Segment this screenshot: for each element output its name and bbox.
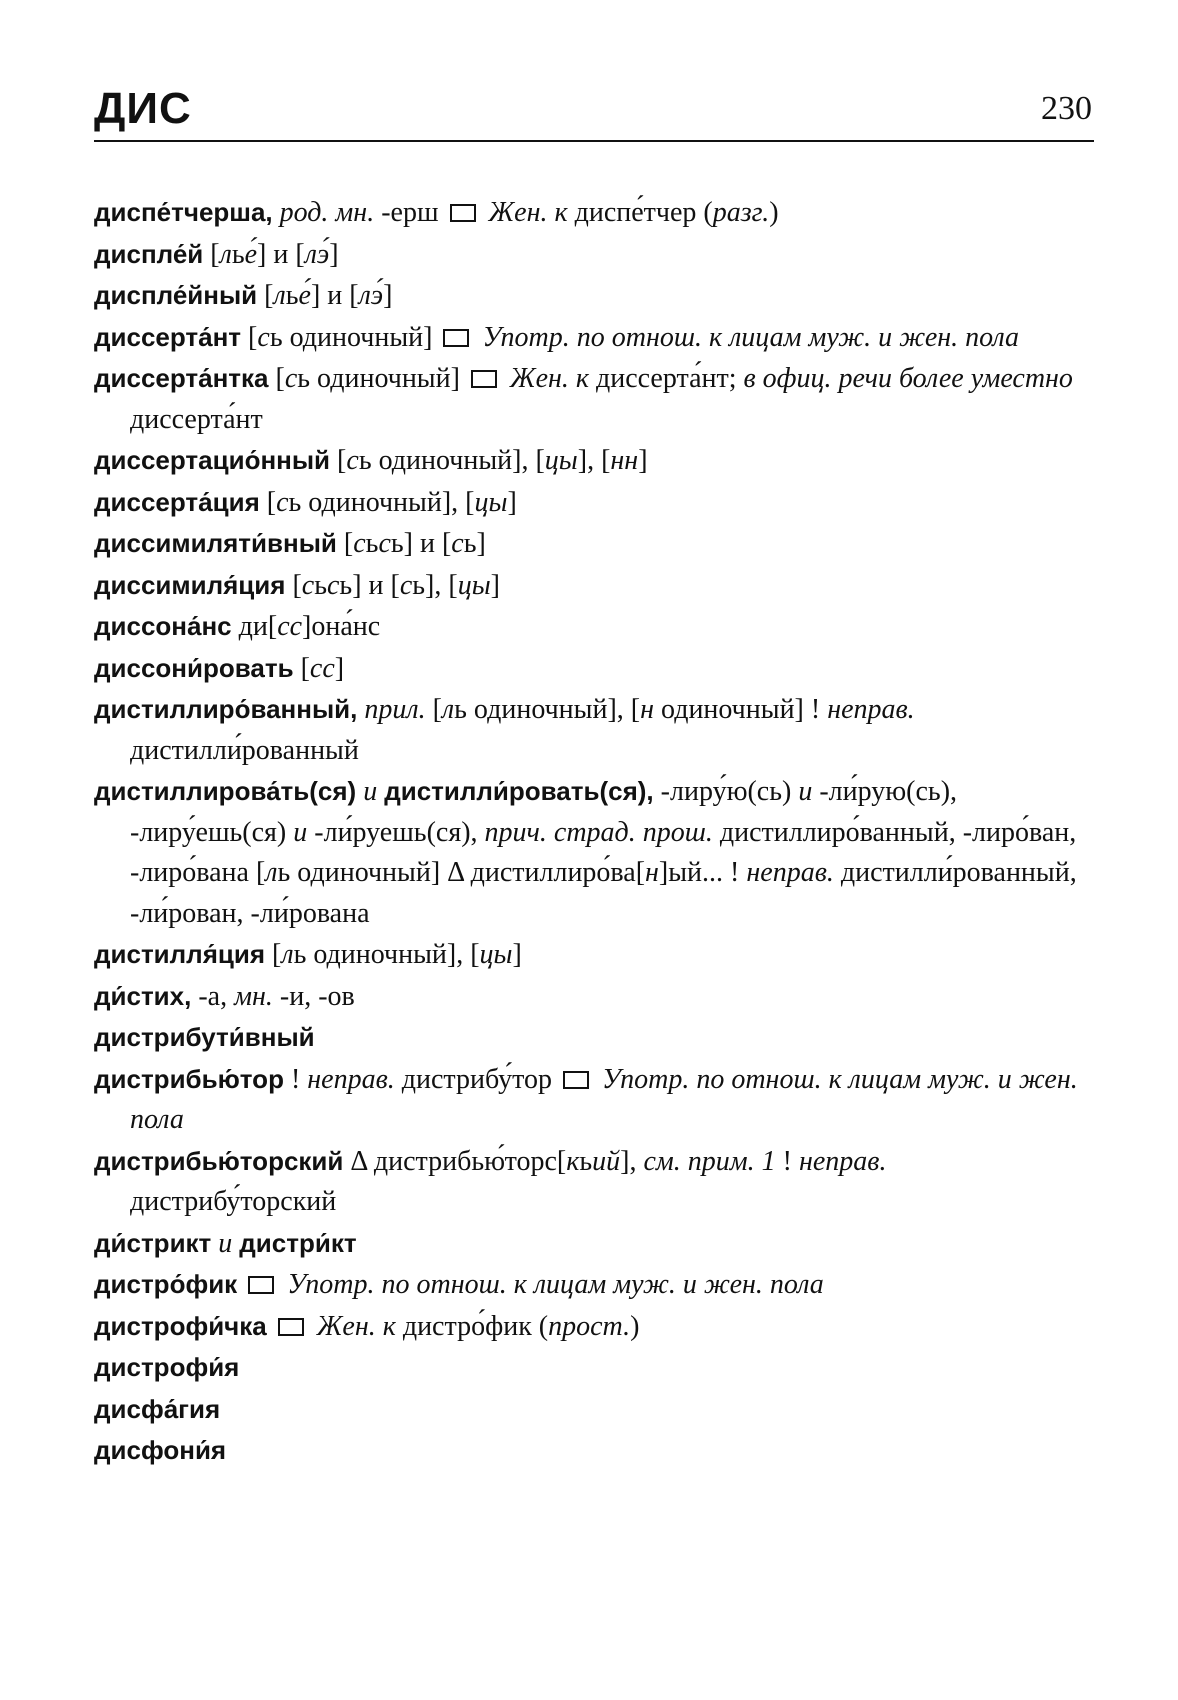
dictionary-entry bbox=[94, 523, 1094, 565]
headword: диссимиляти́вный bbox=[94, 528, 337, 558]
entry-text: ь одиночный], [ bbox=[288, 486, 475, 518]
entry-text: [ bbox=[259, 486, 277, 518]
entry-text: ] bbox=[638, 445, 648, 476]
dictionary-entry bbox=[94, 1347, 1094, 1389]
entry-text: -ли́руешь(ся), bbox=[314, 816, 485, 848]
square-marker-icon bbox=[563, 1071, 589, 1089]
entry-text: ь bbox=[231, 238, 245, 270]
entry-text: [ bbox=[293, 652, 310, 684]
entry-text: дистиллиро́ванный, -лиро́ван, -лиро́вана [ bbox=[130, 816, 1077, 888]
entry-text: [ bbox=[336, 528, 354, 559]
entry-text: [ bbox=[432, 694, 442, 725]
entry-text: [ bbox=[265, 939, 282, 970]
entry-text: ) bbox=[769, 197, 779, 228]
square-marker-icon bbox=[443, 329, 469, 347]
dictionary-entry bbox=[94, 934, 1094, 976]
italic-gloss: е́ bbox=[298, 280, 311, 311]
italic-gloss: Жен. к bbox=[309, 1310, 403, 1342]
headword: дисфони́я bbox=[94, 1435, 227, 1465]
entry-text: ь] bbox=[463, 528, 486, 559]
italic-gloss: разг. bbox=[712, 197, 770, 228]
italic-gloss: с bbox=[378, 528, 391, 559]
italic-gloss: и bbox=[356, 776, 385, 807]
entry-text: [ bbox=[330, 445, 347, 476]
entry-text: [ bbox=[241, 321, 258, 353]
italic-gloss: ий bbox=[592, 1145, 621, 1177]
entry-text: диспе́тчер ( bbox=[574, 197, 713, 228]
italic-gloss: и bbox=[211, 1227, 240, 1259]
italic-gloss: неправ. bbox=[307, 1063, 402, 1095]
headword: дистрибью́тор bbox=[94, 1063, 284, 1094]
italic-gloss: е́ bbox=[244, 238, 258, 270]
entry-text bbox=[267, 1311, 274, 1342]
headword: ди́стрикт bbox=[94, 1227, 212, 1258]
italic-gloss: нн bbox=[610, 445, 639, 476]
entry-text: ] и [ bbox=[310, 280, 359, 311]
headword: дистиллирова́ть(ся) bbox=[94, 776, 357, 806]
headword: ди́стих, bbox=[94, 980, 192, 1011]
italic-gloss: Употр. по отнош. к лицам муж. и жен. пола bbox=[130, 1063, 1078, 1135]
dictionary-entry bbox=[94, 1430, 1094, 1472]
dictionary-entry bbox=[94, 1264, 1094, 1306]
italic-gloss: с bbox=[276, 486, 289, 518]
entry-text: ь] и [ bbox=[390, 528, 452, 559]
entry-text: одиночный] ! bbox=[654, 694, 828, 725]
entry-text: ь bbox=[365, 528, 379, 559]
headword: диссимиля́ция bbox=[94, 569, 286, 600]
italic-gloss: с bbox=[353, 528, 366, 559]
entry-text: Δ дистрибью́торс[ bbox=[343, 1145, 567, 1177]
entry-text: [ bbox=[257, 280, 274, 311]
entry-text: ] и [ bbox=[257, 238, 305, 270]
italic-gloss: и bbox=[798, 776, 820, 807]
square-marker-icon bbox=[248, 1276, 274, 1294]
italic-gloss: в офиц. речи более уместно bbox=[743, 363, 1073, 394]
headword: диспле́й bbox=[94, 238, 204, 269]
entry-text: [ bbox=[203, 238, 220, 270]
entry-text: ]ый... ! bbox=[658, 857, 747, 888]
entry-text: [ bbox=[285, 569, 302, 601]
entry-text: ь одиночный] bbox=[269, 321, 440, 353]
italic-gloss: л bbox=[281, 939, 294, 970]
italic-gloss: л bbox=[441, 694, 455, 725]
entry-text: дистрибу́тор bbox=[401, 1063, 560, 1095]
italic-gloss: с bbox=[284, 363, 298, 394]
italic-gloss: прил. bbox=[357, 694, 433, 725]
italic-gloss: цы bbox=[474, 486, 508, 518]
entry-text: -а, bbox=[191, 980, 235, 1012]
square-marker-icon bbox=[278, 1318, 304, 1336]
square-marker-icon bbox=[471, 370, 497, 388]
dictionary-entry bbox=[94, 1389, 1094, 1431]
italic-gloss: с bbox=[257, 321, 270, 353]
italic-gloss: н bbox=[640, 694, 654, 725]
headword: дистрофи́чка bbox=[94, 1310, 267, 1341]
headword: дистилля́ция bbox=[94, 939, 266, 969]
entry-text: ь bbox=[579, 1145, 593, 1177]
entry-list bbox=[94, 192, 1094, 1472]
italic-gloss: цы bbox=[457, 569, 491, 601]
dictionary-entry bbox=[94, 1141, 1094, 1223]
headword: дистрофи́я bbox=[94, 1352, 240, 1382]
entry-text: -лиру́ю(сь) bbox=[653, 776, 799, 807]
italic-gloss: с bbox=[326, 569, 340, 601]
entry-text: диссерта́нт; bbox=[596, 363, 744, 394]
headword: дистиллиро́ванный, bbox=[94, 694, 358, 724]
dictionary-entry bbox=[94, 565, 1094, 607]
italic-gloss: Жен. к bbox=[502, 363, 596, 394]
dictionary-entry bbox=[94, 606, 1094, 648]
entry-text: ] bbox=[334, 652, 345, 684]
italic-gloss: лэ́ bbox=[304, 238, 330, 270]
italic-gloss: неправ. bbox=[798, 1145, 887, 1177]
italic-gloss: и bbox=[293, 816, 315, 848]
italic-gloss: см. прим. 1 bbox=[643, 1145, 776, 1177]
dictionary-entry bbox=[94, 1017, 1094, 1059]
headword-variant: дистри́кт bbox=[239, 1227, 357, 1258]
entry-text: диссерта́нт bbox=[130, 403, 263, 435]
entry-text: -ерш bbox=[381, 197, 446, 228]
entry-text: ь одиночный] bbox=[297, 363, 467, 394]
entry-text: ь одиночный], [ bbox=[293, 939, 480, 970]
italic-gloss: л bbox=[265, 857, 278, 888]
page-number: 230 bbox=[1041, 90, 1092, 127]
headword: диссони́ровать bbox=[94, 652, 294, 683]
headword: диссерта́ция bbox=[94, 486, 260, 517]
dictionary-entry bbox=[94, 771, 1094, 934]
italic-gloss: сс bbox=[309, 652, 335, 684]
entry-text: ди[ bbox=[231, 611, 278, 642]
entry-text: ] bbox=[383, 280, 393, 311]
entry-text: ! bbox=[283, 1063, 308, 1095]
entry-text: ]она́нс bbox=[302, 611, 381, 642]
dictionary-entry bbox=[94, 234, 1094, 276]
headword: диспе́тчерша, bbox=[94, 197, 273, 227]
italic-gloss: сс bbox=[277, 611, 303, 642]
dictionary-entry bbox=[94, 1059, 1094, 1141]
dictionary-entry bbox=[94, 440, 1094, 482]
italic-gloss: прич. страд. прош. bbox=[484, 816, 720, 848]
italic-gloss: мн. bbox=[234, 980, 280, 1012]
italic-gloss: л bbox=[273, 280, 286, 311]
headword: дистрибью́торский bbox=[94, 1145, 344, 1176]
entry-text: ь bbox=[314, 569, 327, 601]
headword: диссерта́нтка bbox=[94, 363, 269, 393]
entry-text: дистилли́рованный bbox=[130, 734, 359, 766]
italic-gloss: цы bbox=[479, 939, 513, 970]
entry-text: ь одиночный] Δ дистиллиро́ва[ bbox=[277, 857, 646, 888]
dictionary-entry bbox=[94, 648, 1094, 690]
dictionary-entry bbox=[94, 1223, 1094, 1265]
dictionary-entry bbox=[94, 192, 1094, 234]
entry-text: ], [ bbox=[577, 445, 611, 476]
headword: дистрибути́вный bbox=[94, 1022, 315, 1052]
italic-gloss: цы bbox=[544, 445, 578, 476]
dictionary-entry bbox=[94, 1306, 1094, 1348]
italic-gloss: род. мн. bbox=[272, 197, 382, 228]
entry-text: дистро́фик ( bbox=[402, 1310, 549, 1342]
dictionary-entry bbox=[94, 482, 1094, 524]
italic-gloss: к bbox=[566, 1145, 580, 1177]
italic-gloss: неправ. bbox=[827, 694, 915, 725]
entry-text: -и, -ов bbox=[279, 980, 355, 1012]
entry-text: ь одиночный], [ bbox=[454, 694, 641, 725]
dictionary-entry bbox=[94, 976, 1094, 1018]
entry-text: ] bbox=[490, 569, 500, 601]
entry-text: ь одиночный], [ bbox=[358, 445, 545, 476]
italic-gloss: с bbox=[346, 445, 359, 476]
italic-gloss: с bbox=[451, 528, 464, 559]
square-marker-icon bbox=[450, 204, 476, 222]
entry-text: ) bbox=[630, 1310, 640, 1342]
italic-gloss: лэ́ bbox=[358, 280, 384, 311]
headword: диссона́нс bbox=[94, 611, 232, 641]
entry-text: дистрибу́торский bbox=[130, 1186, 337, 1217]
entry-text: ] bbox=[507, 486, 517, 518]
entry-text: -ли́рую(сь), -лиру́ешь(ся) bbox=[130, 776, 958, 848]
entry-text: дистилли́рованный, -ли́рован, -ли́рована bbox=[130, 857, 1077, 929]
entry-text: ], bbox=[620, 1145, 644, 1177]
entry-text: ] bbox=[512, 939, 522, 970]
italic-gloss: неправ. bbox=[746, 857, 841, 888]
entry-text: [ bbox=[268, 363, 285, 394]
headword: диссертацио́нный bbox=[94, 445, 331, 475]
entry-text: ь] и [ bbox=[339, 569, 400, 601]
entry-text: ь], [ bbox=[412, 569, 458, 601]
dictionary-entry bbox=[94, 317, 1094, 359]
headword-variant: дистилли́ровать(ся), bbox=[384, 776, 654, 806]
dictionary-entry bbox=[94, 275, 1094, 317]
headword: диссерта́нт bbox=[94, 321, 242, 352]
italic-gloss: прост. bbox=[548, 1310, 631, 1342]
italic-gloss: с bbox=[301, 569, 315, 601]
headword: дисфа́гия bbox=[94, 1393, 221, 1424]
italic-gloss: н bbox=[645, 857, 659, 888]
headword: диспле́йный bbox=[94, 280, 258, 310]
page-header bbox=[94, 82, 1094, 142]
entry-text bbox=[237, 1269, 244, 1300]
entry-text: ] bbox=[329, 238, 339, 270]
headword: дистро́фик bbox=[94, 1269, 238, 1299]
italic-gloss: Употр. по отнош. к лицам муж. и жен. пола bbox=[475, 321, 1019, 353]
italic-gloss: с bbox=[399, 569, 413, 601]
italic-gloss: Жен. к bbox=[481, 197, 575, 228]
dictionary-page bbox=[94, 0, 1094, 1700]
entry-text: ь bbox=[285, 280, 299, 311]
entry-text: ! bbox=[775, 1145, 799, 1177]
dictionary-entry bbox=[94, 689, 1094, 771]
italic-gloss: л bbox=[219, 238, 232, 270]
italic-gloss: Употр. по отнош. к лицам муж. и жен. пола bbox=[280, 1269, 824, 1300]
running-head: ДИС bbox=[94, 84, 192, 133]
dictionary-entry bbox=[94, 358, 1094, 440]
